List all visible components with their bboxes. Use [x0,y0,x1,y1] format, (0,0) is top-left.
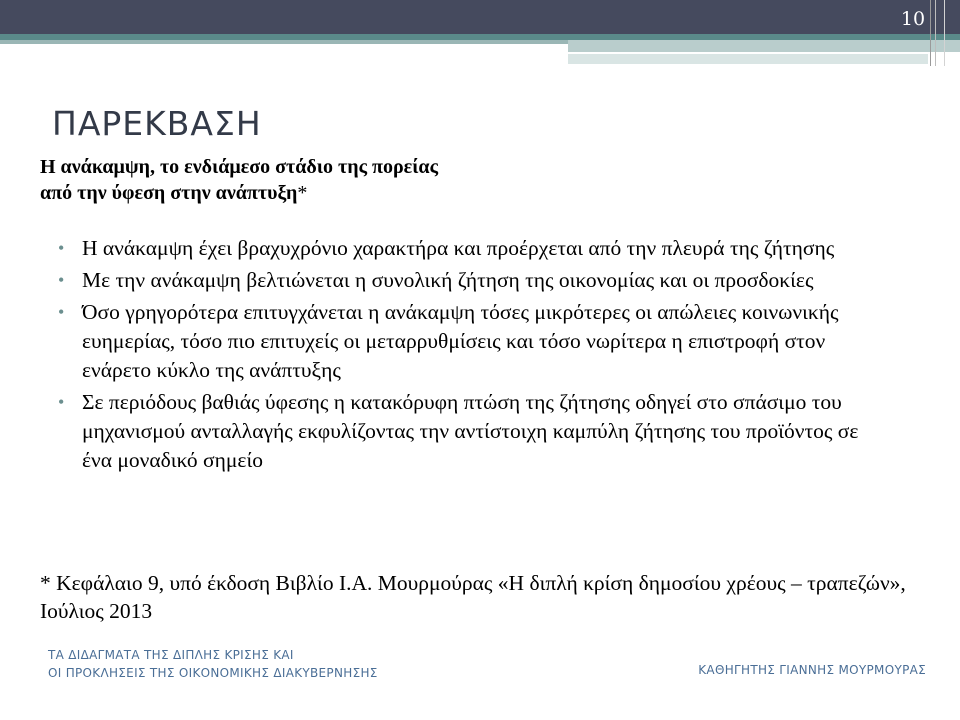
bullet-dot-icon: • [58,302,65,322]
subtitle-line-2-text: από την ύφεση στην ανάπτυξη [40,182,298,204]
bullet-text: Όσο γρηγορότερα επιτυγχάνεται η ανάκαμψη τόσες μικρότερες οι απώλειες κοινωνικής ευημερίας, τόσο πιο επιτυχείς οι μεταρρυθμίσεις και τόσο νωρίτερα η επιστροφή στον ενάρετο κύκλο της ανάπτυξης [82,300,839,382]
bullet-text: Σε περιόδους βαθιάς ύφεσης η κατακόρυφη πτώση της ζήτησης οδηγεί στο σπάσιμο του μηχανισμού ανταλλαγής εκφυλίζοντας την αντίστοιχη καμπύλη ζήτησης του προϊόντος σε ένα μοναδικό σημείο [82,390,859,472]
subtitle-line-2 [40,180,438,206]
footer-author: ΚΑΘΗΓΗΤΗΣ ΓΙΑΝΝΗΣ ΜΟΥΡΜΟΥΡΑΣ [698,663,926,677]
bullet-dot-icon: • [58,392,65,412]
slide-subtitle [40,154,438,206]
header-divider-line [935,0,936,66]
subtitle-line-1: Η ανάκαμψη, το ενδιάμεσο στάδιο της πορείας [40,156,439,178]
bullet-list [56,234,886,478]
slide-title: ΠΑΡΕΚΒΑΣΗ [52,104,262,143]
header-stripe [568,40,960,52]
list-item [56,388,886,475]
footnote-marker: * [297,182,308,204]
bullet-dot-icon: • [58,270,65,290]
header-divider-line [944,0,945,66]
footer-course-title-line-2: ΟΙ ΠΡΟΚΛΗΣΕΙΣ ΤΗΣ ΟΙΚΟΝΟΜΙΚΗΣ ΔΙΑΚΥΒΕΡΝΗΣΗΣ [48,666,378,680]
list-item [56,266,886,295]
footnote: * Κεφάλαιο 9, υπό έκδοση Βιβλίο Ι.Α. Μουρμούρας «Η διπλή κρίση δημοσίου χρέους – τραπεζών», Ιούλιος 2013 [40,571,906,623]
list-item [56,298,886,385]
header-divider-line [930,0,931,66]
page-number: 10 [900,8,926,30]
footer-course-title [48,646,378,682]
header-stripe [568,54,928,64]
header-stripe [0,40,568,44]
bullet-dot-icon: • [58,238,65,258]
bullet-text: Η ανάκαμψη έχει βραχυχρόνιο χαρακτήρα και προέρχεται από την πλευρά της ζήτησης [82,236,835,260]
header-band [0,0,960,34]
footer-course-title-line-1: ΤΑ ΔΙΔΑΓΜΑΤΑ ΤΗΣ ΔΙΠΛΗΣ ΚΡΙΣΗΣ ΚΑΙ [48,648,294,662]
bullet-text: Με την ανάκαμψη βελτιώνεται η συνολική ζήτηση της οικονομίας και οι προσδοκίες [82,268,814,292]
list-item [56,234,886,263]
